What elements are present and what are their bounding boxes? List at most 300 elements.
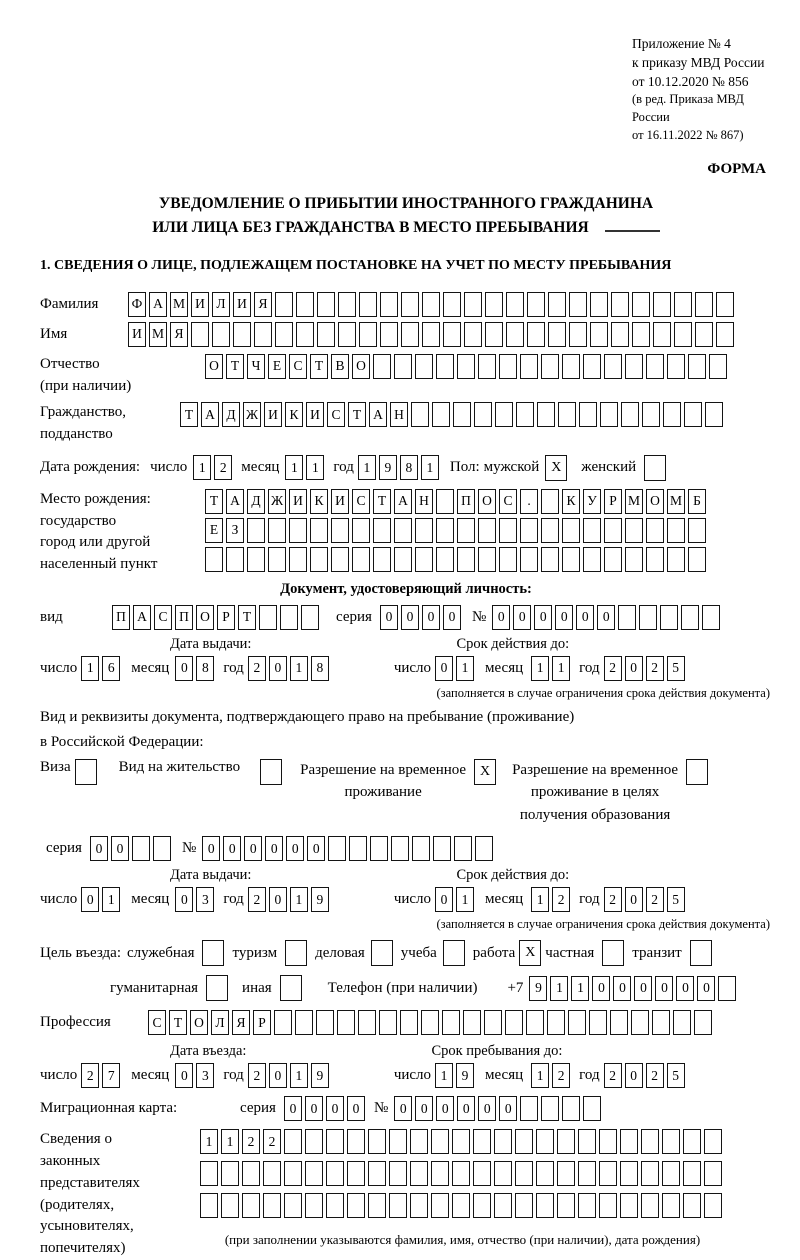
char-cell[interactable]: 8 <box>196 656 214 681</box>
char-cell[interactable] <box>326 1129 344 1154</box>
char-cell[interactable] <box>412 836 430 861</box>
purpose-private-checkbox[interactable] <box>602 940 624 966</box>
char-cell[interactable] <box>494 1129 512 1154</box>
char-cell[interactable] <box>233 322 251 347</box>
char-cell[interactable] <box>275 322 293 347</box>
char-cell[interactable] <box>583 354 601 379</box>
char-cell[interactable]: У <box>583 489 601 514</box>
char-cell[interactable]: 0 <box>175 1063 193 1088</box>
char-cell[interactable] <box>583 547 601 572</box>
char-cell[interactable]: 5 <box>667 887 685 912</box>
char-cell[interactable]: 0 <box>244 836 262 861</box>
char-cell[interactable] <box>667 354 685 379</box>
char-cell[interactable] <box>541 547 559 572</box>
purpose-commercial-checkbox[interactable] <box>371 940 393 966</box>
char-cell[interactable] <box>578 1161 596 1186</box>
char-cell[interactable]: 3 <box>196 887 214 912</box>
char-cell[interactable] <box>221 1193 239 1218</box>
char-cell[interactable] <box>688 547 706 572</box>
char-cell[interactable]: 1 <box>421 455 439 480</box>
char-cell[interactable] <box>485 292 503 317</box>
purpose-other-checkbox[interactable] <box>280 975 302 1001</box>
char-cell[interactable] <box>326 1193 344 1218</box>
char-cell[interactable] <box>641 1129 659 1154</box>
temporary-residence-education-checkbox[interactable] <box>686 759 708 785</box>
char-cell[interactable] <box>541 1096 559 1121</box>
char-cell[interactable] <box>200 1161 218 1186</box>
char-cell[interactable]: С <box>289 354 307 379</box>
char-cell[interactable] <box>625 518 643 543</box>
char-cell[interactable]: 0 <box>443 605 461 630</box>
char-cell[interactable] <box>548 292 566 317</box>
char-cell[interactable] <box>457 354 475 379</box>
char-cell[interactable] <box>684 402 702 427</box>
char-cell[interactable] <box>695 322 713 347</box>
char-cell[interactable]: И <box>331 489 349 514</box>
char-cell[interactable]: 0 <box>175 887 193 912</box>
char-cell[interactable]: 2 <box>263 1129 281 1154</box>
char-cell[interactable] <box>368 1161 386 1186</box>
char-cell[interactable] <box>368 1129 386 1154</box>
char-cell[interactable] <box>415 547 433 572</box>
char-cell[interactable] <box>527 322 545 347</box>
char-cell[interactable]: 9 <box>311 887 329 912</box>
char-cell[interactable] <box>212 322 230 347</box>
char-cell[interactable] <box>515 1193 533 1218</box>
char-cell[interactable] <box>268 547 286 572</box>
char-cell[interactable]: 2 <box>248 1063 266 1088</box>
char-cell[interactable]: 5 <box>667 1063 685 1088</box>
char-cell[interactable] <box>499 354 517 379</box>
char-cell[interactable]: М <box>149 322 167 347</box>
char-cell[interactable] <box>620 1161 638 1186</box>
char-cell[interactable] <box>443 292 461 317</box>
char-cell[interactable] <box>463 1010 481 1035</box>
char-cell[interactable] <box>454 836 472 861</box>
char-cell[interactable]: 2 <box>604 887 622 912</box>
char-cell[interactable]: О <box>352 354 370 379</box>
char-cell[interactable]: О <box>205 354 223 379</box>
char-cell[interactable]: А <box>226 489 244 514</box>
char-cell[interactable] <box>494 1193 512 1218</box>
char-cell[interactable] <box>515 1129 533 1154</box>
char-cell[interactable]: 2 <box>214 455 232 480</box>
char-cell[interactable]: 2 <box>646 1063 664 1088</box>
char-cell[interactable] <box>475 836 493 861</box>
char-cell[interactable] <box>153 836 171 861</box>
char-cell[interactable] <box>583 518 601 543</box>
char-cell[interactable] <box>704 1193 722 1218</box>
char-cell[interactable] <box>389 1193 407 1218</box>
char-cell[interactable] <box>704 1161 722 1186</box>
char-cell[interactable] <box>568 1010 586 1035</box>
purpose-business-checkbox[interactable] <box>202 940 224 966</box>
char-cell[interactable] <box>452 1161 470 1186</box>
char-cell[interactable]: 0 <box>625 1063 643 1088</box>
char-cell[interactable]: П <box>175 605 193 630</box>
char-cell[interactable] <box>464 292 482 317</box>
char-cell[interactable]: 1 <box>435 1063 453 1088</box>
char-cell[interactable]: К <box>310 489 328 514</box>
char-cell[interactable]: 0 <box>676 976 694 1001</box>
char-cell[interactable]: 0 <box>175 656 193 681</box>
char-cell[interactable] <box>660 605 678 630</box>
char-cell[interactable] <box>301 605 319 630</box>
char-cell[interactable] <box>310 547 328 572</box>
char-cell[interactable] <box>646 547 664 572</box>
char-cell[interactable] <box>583 1096 601 1121</box>
char-cell[interactable] <box>349 836 367 861</box>
char-cell[interactable] <box>562 354 580 379</box>
char-cell[interactable]: 0 <box>223 836 241 861</box>
char-cell[interactable]: 0 <box>655 976 673 1001</box>
char-cell[interactable] <box>431 1161 449 1186</box>
sex-female-checkbox[interactable] <box>644 455 666 481</box>
char-cell[interactable] <box>562 547 580 572</box>
char-cell[interactable]: Т <box>169 1010 187 1035</box>
char-cell[interactable] <box>695 292 713 317</box>
char-cell[interactable] <box>289 518 307 543</box>
char-cell[interactable]: 0 <box>597 605 615 630</box>
char-cell[interactable] <box>590 322 608 347</box>
char-cell[interactable] <box>326 1161 344 1186</box>
char-cell[interactable] <box>536 1193 554 1218</box>
char-cell[interactable] <box>604 547 622 572</box>
char-cell[interactable] <box>527 292 545 317</box>
char-cell[interactable]: Р <box>604 489 622 514</box>
char-cell[interactable] <box>569 292 587 317</box>
char-cell[interactable]: З <box>226 518 244 543</box>
char-cell[interactable] <box>263 1193 281 1218</box>
char-cell[interactable]: 0 <box>111 836 129 861</box>
char-cell[interactable]: 1 <box>456 887 474 912</box>
char-cell[interactable] <box>478 354 496 379</box>
char-cell[interactable]: 1 <box>290 656 308 681</box>
char-cell[interactable]: 0 <box>286 836 304 861</box>
char-cell[interactable] <box>625 547 643 572</box>
char-cell[interactable]: Е <box>205 518 223 543</box>
char-cell[interactable]: Б <box>688 489 706 514</box>
char-cell[interactable] <box>662 1129 680 1154</box>
char-cell[interactable]: 0 <box>435 887 453 912</box>
char-cell[interactable] <box>347 1161 365 1186</box>
char-cell[interactable]: П <box>457 489 475 514</box>
char-cell[interactable] <box>485 322 503 347</box>
char-cell[interactable]: О <box>478 489 496 514</box>
char-cell[interactable]: С <box>154 605 172 630</box>
char-cell[interactable] <box>642 402 660 427</box>
char-cell[interactable] <box>541 489 559 514</box>
char-cell[interactable] <box>620 1129 638 1154</box>
char-cell[interactable] <box>639 605 657 630</box>
char-cell[interactable]: Т <box>205 489 223 514</box>
purpose-transit-checkbox[interactable] <box>690 940 712 966</box>
char-cell[interactable] <box>347 1129 365 1154</box>
char-cell[interactable]: 0 <box>307 836 325 861</box>
char-cell[interactable]: И <box>233 292 251 317</box>
char-cell[interactable] <box>436 354 454 379</box>
char-cell[interactable] <box>667 518 685 543</box>
char-cell[interactable] <box>474 402 492 427</box>
char-cell[interactable] <box>226 547 244 572</box>
char-cell[interactable] <box>716 292 734 317</box>
char-cell[interactable] <box>694 1010 712 1035</box>
char-cell[interactable] <box>520 1096 538 1121</box>
char-cell[interactable]: Т <box>238 605 256 630</box>
char-cell[interactable] <box>338 322 356 347</box>
char-cell[interactable]: 0 <box>415 1096 433 1121</box>
char-cell[interactable] <box>709 354 727 379</box>
char-cell[interactable] <box>674 322 692 347</box>
char-cell[interactable] <box>254 322 272 347</box>
char-cell[interactable] <box>457 547 475 572</box>
char-cell[interactable] <box>316 1010 334 1035</box>
char-cell[interactable] <box>541 354 559 379</box>
char-cell[interactable] <box>688 518 706 543</box>
char-cell[interactable]: 0 <box>81 887 99 912</box>
char-cell[interactable]: 3 <box>196 1063 214 1088</box>
char-cell[interactable] <box>473 1161 491 1186</box>
char-cell[interactable]: 2 <box>248 887 266 912</box>
char-cell[interactable]: О <box>196 605 214 630</box>
char-cell[interactable]: 1 <box>285 455 303 480</box>
char-cell[interactable] <box>673 1010 691 1035</box>
char-cell[interactable] <box>443 322 461 347</box>
char-cell[interactable] <box>373 518 391 543</box>
char-cell[interactable]: 1 <box>193 455 211 480</box>
char-cell[interactable] <box>536 1161 554 1186</box>
char-cell[interactable] <box>505 1010 523 1035</box>
char-cell[interactable]: 0 <box>269 1063 287 1088</box>
char-cell[interactable] <box>652 1010 670 1035</box>
char-cell[interactable]: Р <box>217 605 235 630</box>
char-cell[interactable] <box>370 836 388 861</box>
char-cell[interactable] <box>569 322 587 347</box>
char-cell[interactable] <box>610 1010 628 1035</box>
char-cell[interactable]: 0 <box>284 1096 302 1121</box>
char-cell[interactable] <box>268 518 286 543</box>
char-cell[interactable]: 0 <box>576 605 594 630</box>
char-cell[interactable] <box>515 1161 533 1186</box>
char-cell[interactable] <box>359 322 377 347</box>
char-cell[interactable]: К <box>285 402 303 427</box>
char-cell[interactable] <box>422 292 440 317</box>
char-cell[interactable]: Ж <box>243 402 261 427</box>
char-cell[interactable] <box>621 402 639 427</box>
char-cell[interactable]: 0 <box>380 605 398 630</box>
char-cell[interactable] <box>631 1010 649 1035</box>
char-cell[interactable] <box>305 1193 323 1218</box>
char-cell[interactable] <box>681 605 699 630</box>
char-cell[interactable] <box>422 322 440 347</box>
char-cell[interactable]: 2 <box>242 1129 260 1154</box>
char-cell[interactable]: С <box>499 489 517 514</box>
char-cell[interactable] <box>284 1161 302 1186</box>
char-cell[interactable]: Я <box>232 1010 250 1035</box>
char-cell[interactable]: 2 <box>552 1063 570 1088</box>
char-cell[interactable] <box>520 518 538 543</box>
char-cell[interactable]: 1 <box>531 887 549 912</box>
char-cell[interactable]: 0 <box>422 605 440 630</box>
sex-male-checkbox[interactable]: X <box>545 455 567 481</box>
char-cell[interactable]: 9 <box>456 1063 474 1088</box>
char-cell[interactable]: 9 <box>311 1063 329 1088</box>
char-cell[interactable] <box>247 547 265 572</box>
char-cell[interactable]: Т <box>373 489 391 514</box>
char-cell[interactable]: 0 <box>347 1096 365 1121</box>
char-cell[interactable] <box>263 1161 281 1186</box>
char-cell[interactable]: 0 <box>269 656 287 681</box>
char-cell[interactable] <box>331 518 349 543</box>
char-cell[interactable] <box>295 1010 313 1035</box>
char-cell[interactable]: 2 <box>81 1063 99 1088</box>
char-cell[interactable] <box>415 354 433 379</box>
char-cell[interactable]: . <box>520 489 538 514</box>
char-cell[interactable] <box>296 292 314 317</box>
char-cell[interactable] <box>702 605 720 630</box>
char-cell[interactable]: С <box>148 1010 166 1035</box>
char-cell[interactable] <box>331 547 349 572</box>
char-cell[interactable]: 0 <box>202 836 220 861</box>
char-cell[interactable] <box>436 518 454 543</box>
char-cell[interactable]: 5 <box>667 656 685 681</box>
char-cell[interactable] <box>704 1129 722 1154</box>
char-cell[interactable]: 2 <box>604 1063 622 1088</box>
char-cell[interactable] <box>667 547 685 572</box>
char-cell[interactable] <box>590 292 608 317</box>
char-cell[interactable] <box>604 354 622 379</box>
char-cell[interactable]: М <box>667 489 685 514</box>
char-cell[interactable]: 0 <box>265 836 283 861</box>
char-cell[interactable] <box>410 1161 428 1186</box>
char-cell[interactable]: К <box>562 489 580 514</box>
char-cell[interactable] <box>557 1161 575 1186</box>
char-cell[interactable]: 0 <box>305 1096 323 1121</box>
char-cell[interactable] <box>653 292 671 317</box>
char-cell[interactable]: 6 <box>102 656 120 681</box>
char-cell[interactable] <box>200 1193 218 1218</box>
temporary-residence-checkbox[interactable]: X <box>474 759 496 785</box>
char-cell[interactable] <box>242 1193 260 1218</box>
char-cell[interactable] <box>662 1161 680 1186</box>
char-cell[interactable]: О <box>190 1010 208 1035</box>
char-cell[interactable] <box>436 489 454 514</box>
char-cell[interactable] <box>620 1193 638 1218</box>
char-cell[interactable]: Л <box>212 292 230 317</box>
char-cell[interactable]: 0 <box>394 1096 412 1121</box>
char-cell[interactable]: Т <box>226 354 244 379</box>
char-cell[interactable]: 9 <box>529 976 547 1001</box>
char-cell[interactable] <box>548 322 566 347</box>
char-cell[interactable]: И <box>306 402 324 427</box>
char-cell[interactable] <box>284 1129 302 1154</box>
char-cell[interactable] <box>280 605 298 630</box>
purpose-study-checkbox[interactable] <box>443 940 465 966</box>
char-cell[interactable]: 0 <box>499 1096 517 1121</box>
char-cell[interactable]: 0 <box>613 976 631 1001</box>
char-cell[interactable]: 0 <box>513 605 531 630</box>
char-cell[interactable]: Д <box>222 402 240 427</box>
char-cell[interactable] <box>611 292 629 317</box>
char-cell[interactable] <box>683 1129 701 1154</box>
char-cell[interactable] <box>537 402 555 427</box>
char-cell[interactable]: 0 <box>625 887 643 912</box>
char-cell[interactable] <box>305 1129 323 1154</box>
char-cell[interactable] <box>389 1161 407 1186</box>
char-cell[interactable]: 0 <box>269 887 287 912</box>
char-cell[interactable] <box>562 1096 580 1121</box>
char-cell[interactable] <box>274 1010 292 1035</box>
char-cell[interactable]: О <box>646 489 664 514</box>
char-cell[interactable] <box>516 402 534 427</box>
char-cell[interactable]: 9 <box>379 455 397 480</box>
char-cell[interactable] <box>683 1193 701 1218</box>
char-cell[interactable]: 1 <box>290 1063 308 1088</box>
char-cell[interactable] <box>400 1010 418 1035</box>
char-cell[interactable]: С <box>352 489 370 514</box>
char-cell[interactable] <box>716 322 734 347</box>
char-cell[interactable]: Я <box>254 292 272 317</box>
char-cell[interactable] <box>379 1010 397 1035</box>
char-cell[interactable] <box>352 518 370 543</box>
char-cell[interactable] <box>317 322 335 347</box>
char-cell[interactable] <box>242 1161 260 1186</box>
char-cell[interactable]: 1 <box>550 976 568 1001</box>
char-cell[interactable] <box>401 322 419 347</box>
char-cell[interactable] <box>478 547 496 572</box>
purpose-work-checkbox[interactable]: X <box>519 940 541 966</box>
char-cell[interactable] <box>641 1193 659 1218</box>
char-cell[interactable] <box>705 402 723 427</box>
char-cell[interactable] <box>599 1161 617 1186</box>
char-cell[interactable] <box>520 354 538 379</box>
char-cell[interactable]: 0 <box>697 976 715 1001</box>
char-cell[interactable] <box>589 1010 607 1035</box>
char-cell[interactable] <box>191 322 209 347</box>
char-cell[interactable] <box>431 1129 449 1154</box>
char-cell[interactable] <box>457 518 475 543</box>
char-cell[interactable]: 1 <box>358 455 376 480</box>
char-cell[interactable] <box>337 1010 355 1035</box>
char-cell[interactable]: И <box>264 402 282 427</box>
char-cell[interactable] <box>401 292 419 317</box>
char-cell[interactable] <box>328 836 346 861</box>
char-cell[interactable] <box>221 1161 239 1186</box>
char-cell[interactable]: 1 <box>290 887 308 912</box>
char-cell[interactable]: Т <box>348 402 366 427</box>
char-cell[interactable] <box>310 518 328 543</box>
char-cell[interactable] <box>431 1193 449 1218</box>
char-cell[interactable]: Л <box>211 1010 229 1035</box>
char-cell[interactable] <box>562 518 580 543</box>
char-cell[interactable]: М <box>170 292 188 317</box>
char-cell[interactable] <box>526 1010 544 1035</box>
char-cell[interactable] <box>641 1161 659 1186</box>
char-cell[interactable]: 2 <box>604 656 622 681</box>
char-cell[interactable]: 0 <box>436 1096 454 1121</box>
char-cell[interactable] <box>499 547 517 572</box>
char-cell[interactable] <box>558 402 576 427</box>
char-cell[interactable] <box>436 547 454 572</box>
char-cell[interactable]: Ф <box>128 292 146 317</box>
char-cell[interactable] <box>410 1193 428 1218</box>
char-cell[interactable] <box>578 1129 596 1154</box>
char-cell[interactable]: 1 <box>531 1063 549 1088</box>
char-cell[interactable]: 0 <box>90 836 108 861</box>
char-cell[interactable] <box>632 292 650 317</box>
char-cell[interactable]: 0 <box>478 1096 496 1121</box>
char-cell[interactable] <box>338 292 356 317</box>
